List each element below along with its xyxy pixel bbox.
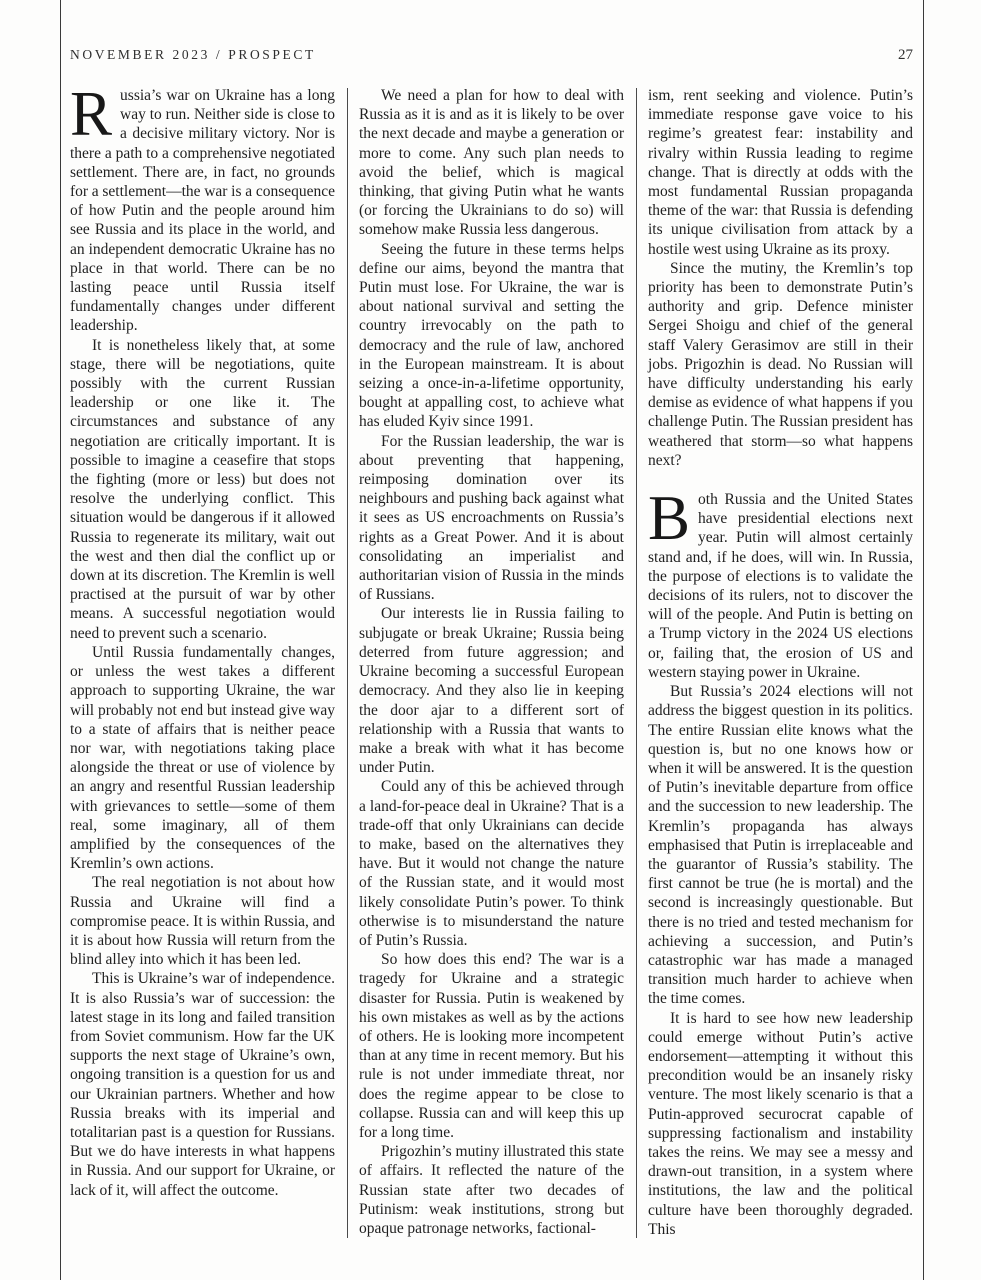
paragraph: It is hard to see how new leadership could emerge without Putin’s active endorsement—attempting it without this precondition would be an insanely risky venture. The most likely scenario is that a Putin-approved securocrat capable of suppressing factionalism and instability takes the reins. We may see a messy and drawn-out transition, in a system where institutions, the law and the political culture have been thoroughly degraded. This [648,1009,913,1238]
paragraph: Until Russia fundamentally changes, or unless the west takes a different approach to supporting Ukraine, the war will probably not end but instead give way to a state of affairs that is neither peace nor war, with negotiations taking place alongside the threat or use of violence by an angry and resentful Russian leadership with grievances to settle—some of them real, some imaginary, all of them amplified by the consequences of the Kremlin’s own actions. [70,643,335,873]
paragraph: ism, rent seeking and violence. Putin’s immediate response gave voice to his regime’s greatest fear: instability and rivalry within Russia leading to regime change. That is directly at odds with the most fundamental Russian propaganda theme of the war: that Russia is defending its unique civilisation from attack by a hostile west using Ukraine as its proxy. [648,87,913,258]
text-column-1 [70,79,335,1239]
paragraph: The real negotiation is not about how Russia and Ukraine will find a compromise peace. It is within Russia, and it is about how Russia will return from the blind alley into which it has been led. [70,874,335,969]
page-right-rule [923,0,924,1280]
paragraph: But Russia’s 2024 elections will not address the biggest question in its politics. The entire Russian elite knows what the question is, but no one knows how or when it will be answered. It is the question of Putin’s inevitable departure from office and the succession to new leadership. The Kremlin’s propaganda has always emphasised that Putin is irreplaceable and the guarantor of Russia’s stability. The first cannot be true (he is mortal) and the second is increasingly questionable. But there is no tried and tested mechanism for achieving a succession, and Putin’s catastrophic war has made a managed transition much harder to achieve when the time comes. [648,683,913,1008]
paragraph: So how does this end? The war is a tragedy for Ukraine and a strategic disaster for Russia. Putin is weakened by his own mistakes as well as by the actions of others. He is looking more incompetent than at any time in recent memory. But his rule is not under immediate threat, nor does the regime appear to be close to collapse. Russia can and will keep this up for a long time. [359,951,624,1141]
paragraph: Could any of this be achieved through a land-for-peace deal in Ukraine? That is a trade-off that only Ukrainians can decide to make, based on the alternatives they have. But it would not change the nature of the Russian state, and it would most likely consolidate Putin’s power. To think otherwise is to misunderstand the nature of Putin’s Russia. [359,778,624,949]
text-column-2 [359,86,624,1239]
paragraph: It is nonetheless likely that, at some stage, there will be negotiations, quite possibly with the current Russian leadership or one like it. The circumstances and substance of any negotiation are critically important. It is possible to imagine a ceasefire that stops the fighting (more or less) but does not resolve the underlying conflict. This situation would be dangerous if it allowed Russia to regenerate its military, wait out the west and then dial the conflict up or down at its discretion. The Kremlin is well practised at the pursuit of war by other means. A successful negotiation would need to prevent such a scenario. [70,336,335,642]
drop-cap-B: B [648,483,691,554]
text-column-3 [648,86,913,1239]
page-left-rule [60,0,61,1280]
drop-cap-R: R [70,79,113,149]
paragraph: For the Russian leadership, the war is about preventing that happening, reimposing domination over its neighbours and pushing back against what it sees as US encroachments on Russia’s rights as a Great Power. And it is about consolidating an imperialist and authoritarian vision of Russia in the minds of Russians. [359,432,624,604]
paragraph: Our interests lie in Russia failing to subjugate or break Ukraine; Russia being deterred from future aggression; and Ukraine becoming a successful European democracy. And they also lie in keeping the door ajar to a different sort of relationship with a Russia that wants to make a break with what it has become under Putin. [359,605,624,777]
paragraph: We need a plan for how to deal with Russia as it is and as it is likely to be over the next decade and maybe a generation or more to come. Any such plan needs to avoid the belief, which is magical thinking, that giving Putin what he wants (or forcing the Ukrainians to do so) will somehow make Russia less dangerous. [359,87,624,239]
paragraph: Prigozhin’s mutiny illustrated this state of affairs. It reflected the nature of the Russian state after two decades of Putinism: weak institutions, strong but opaque patronage networks, factional- [359,1143,624,1237]
article-body [70,79,913,1239]
paragraph: Seeing the future in these terms helps define our aims, beyond the mantra that Putin must lose. For Ukraine, the war is about national survival and setting the country irrevocably on the path to democracy and the rule of law, anchored in the European mainstream. It is about seizing a once-in-a-lifetime opportunity, bought at appalling cost, to achieve what has eluded Kyiv since 1991. [359,240,624,431]
page-header [70,47,913,64]
paragraph: This is Ukraine’s war of independence. It is also Russia’s war of succession: the latest stage in its long and failed transition from Soviet communism. How far the UK supports the next stage of Ukraine’s own, ongoing transition is a question for us and our Ukrainian partners. Whether and how Russia breaks with its imperial and totalitarian past is a question for Russians. But we do have interests in what happens in Russia. And our support for Ukraine, or lack of it, will affect the outcome. [70,970,335,1199]
page-number: 27 [898,47,913,63]
paragraph: Since the mutiny, the Kremlin’s top priority has been to demonstrate Putin’s authority and grip. Defence minister Sergei Shoigu and chief of the general staff Valery Gerasimov are still in their jobs. Prigozhin is dead. No Russian will have difficulty understanding his early demise as evidence of what happens if you challenge Putin. The Russian president has weathered that storm—so what happens next? [648,259,913,469]
issue-title: NOVEMBER 2023 / PROSPECT [70,47,316,62]
paragraph: Russia’s war on Ukraine has a long way to run. Neither side is close to a decisive military victory. Nor is there a path to a comprehensive negotiated settlement. There are, in fact, no grounds for a settlement—the war is a consequence of how Putin and the people around him see Russia and its place in the world, and an independent democratic Ukraine has no place in that world. There can be no lasting peace until Russia itself fundamentally changes under different leadership. [70,79,335,335]
paragraph: Both Russia and the United States have presidential elections next year. Putin will almost certainly stand and, if he does, will win. In Russia, the purpose of elections is to validate the decisions of its rulers, not to discover the will of the people. And Putin is betting on a Trump victory in the 2024 US elections or, failing that, the erosion of US and western staying power in Ukraine. [648,483,913,681]
